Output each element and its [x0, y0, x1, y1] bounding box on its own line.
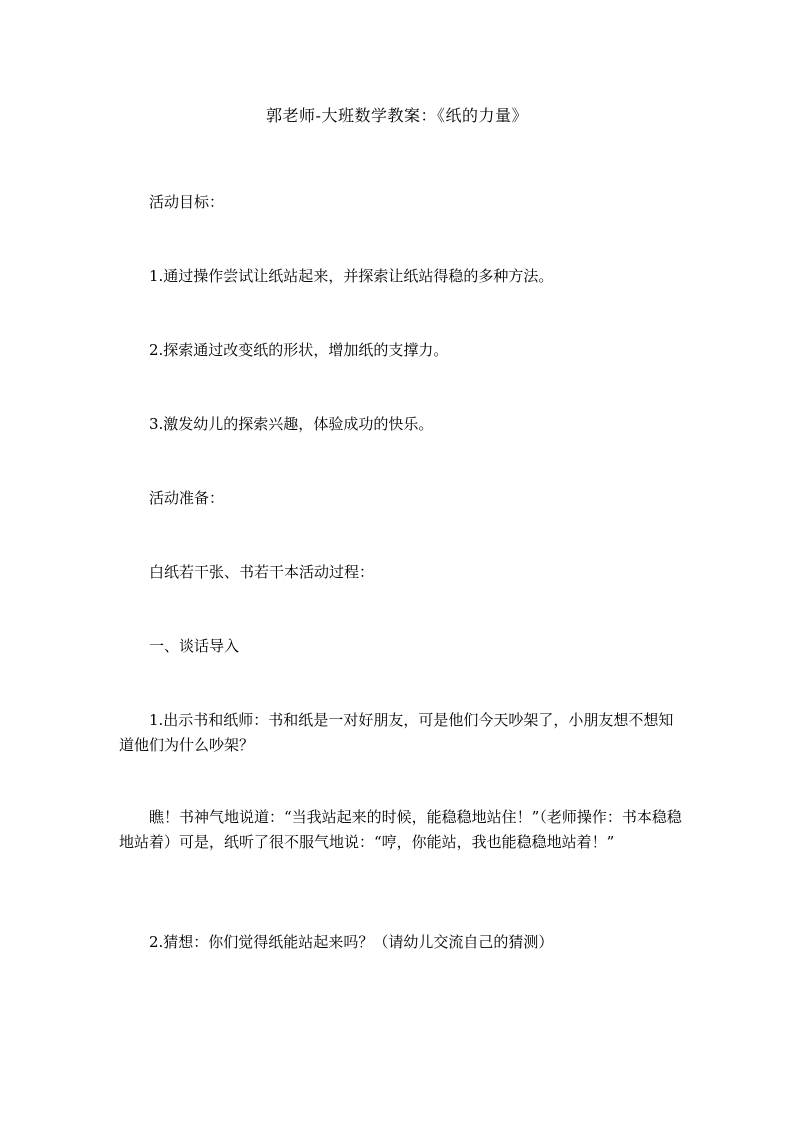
goal-item-2: 2.探索通过改变纸的形状，增加纸的支撑力。 [149, 341, 449, 359]
section-heading-intro: 一、谈话导入 [149, 637, 240, 655]
intro-step-2: 2.猜想：你们觉得纸能站起来吗？（请幼儿交流自己的猜测） [149, 933, 554, 951]
section-heading-goals: 活动目标： [149, 193, 225, 211]
goal-item-3: 3.激发幼儿的探索兴趣，体验成功的快乐。 [149, 415, 434, 433]
document-title: 郭老师-大班数学教案：《纸的力量》 [266, 106, 528, 125]
intro-step-1: 1.出示书和纸师：书和纸是一对好朋友，可是他们今天吵架了，小朋友想不想知道他们为什么吵架？ [119, 711, 674, 754]
goal-item-1: 1.通过操作尝试让纸站起来，并探索让纸站得稳的多种方法。 [149, 267, 554, 285]
preparation-text: 白纸若干张、书若干本活动过程： [149, 563, 375, 581]
intro-story-text: 瞧！书神气地说道：“当我站起来的时候，能稳稳地站住！”（老师操作：书本稳稳地站着）可是，纸听了很不服气地说：“哼，你能站，我也能稳稳地站着！” [119, 808, 682, 851]
section-heading-preparation: 活动准备： [149, 489, 225, 507]
